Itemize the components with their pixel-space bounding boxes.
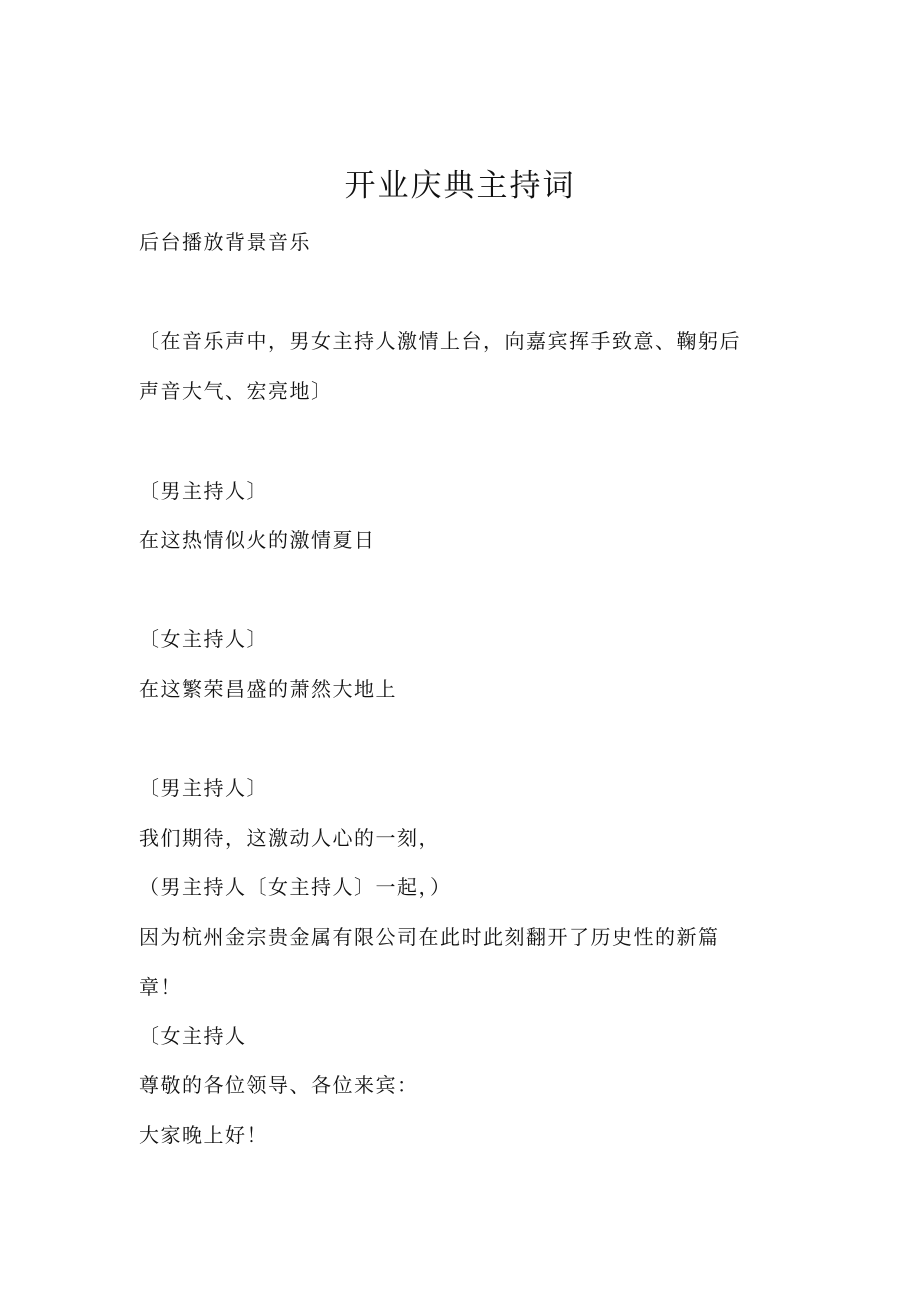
line-announcement-1: 因为杭州金宗贵金属有限公司在此时此刻翻开了历史性的新篇 [139,925,720,949]
line-greeting-address: 尊敬的各位领导、各位来宾： [139,1073,419,1097]
speaker-male-host-1: 〔男主持人〕 [139,479,268,503]
line-female-host-1: 在这繁荣昌盛的萧然大地上 [139,677,397,701]
line-together: （男主持人〔女主持人〕一起，） [139,875,452,899]
speaker-female-host-1: 〔女主持人〕 [139,627,268,651]
speaker-female-host-2: 〔女主持人 [139,1024,247,1048]
speaker-male-host-2: 〔男主持人〕 [139,776,268,800]
stage-direction-bgm: 后台播放背景音乐 [139,230,311,254]
line-male-host-2: 我们期待，这激动人心的一刻， [139,826,440,850]
line-greeting: 大家晚上好！ [139,1123,268,1147]
stage-direction-entrance-2: 声音大气、宏亮地〕 [139,379,333,403]
stage-direction-entrance-1: 〔在音乐声中，男女主持人激情上台，向嘉宾挥手致意、鞠躬后 [139,329,741,353]
document-title: 开业庆典主持词 [344,168,576,204]
line-male-host-1: 在这热情似火的激情夏日 [139,528,376,552]
line-announcement-2: 章！ [139,975,182,999]
